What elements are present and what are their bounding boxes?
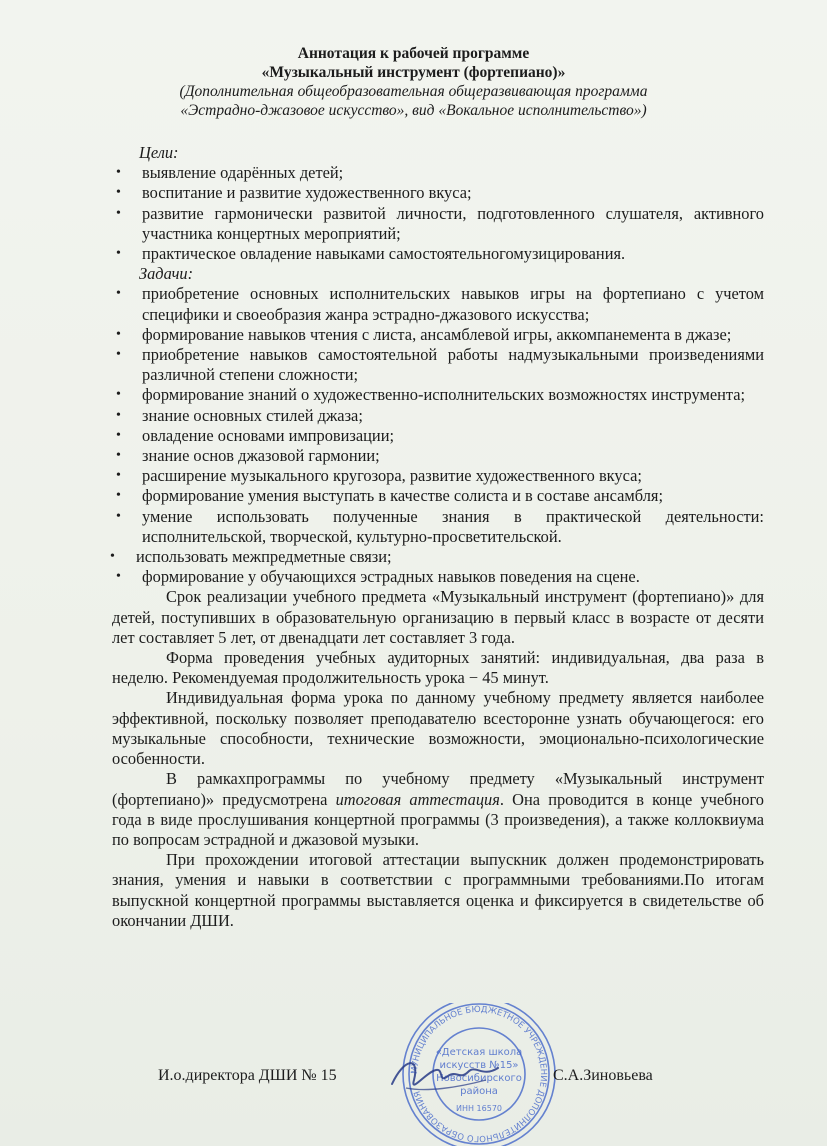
task-item: • формирование умения выступать в качестве солиста и в составе ансамбля; — [112, 486, 764, 506]
document-header — [0, 44, 827, 120]
tasks-label: Задачи: — [139, 264, 194, 284]
subject-title: «Музыкальный инструмент (фортепиано)» — [261, 64, 566, 81]
program-subtitle: (Дополнительная общеобразовательная общеразвивающая программа — [179, 83, 648, 100]
task-item: • знание основ джазовой гармонии; — [112, 446, 764, 466]
goal-item: • выявление одарённых детей; — [112, 163, 764, 183]
director-name: С.А.Зиновьева — [553, 1067, 653, 1084]
attestation-emphasis: итоговая аттестация — [335, 789, 500, 809]
task-item: • формирование навыков чтения с листа, ансамблевой игры, аккомпанемента в джазе; — [112, 325, 764, 345]
goal-item: • развитие гармонически развитой личности, подготовленного слушателя, активного участника концертных мероприятий; — [112, 204, 764, 244]
stamp-inn: ИНН 16570 — [455, 1104, 503, 1113]
document-body — [112, 143, 764, 931]
graduation-paragraph: При прохождении итоговой аттестации выпускник должен продемонстрировать знания, умения и навыки в соответствии с программными требованиями.По итогам выпускной концертной программы выставляется оценка и фиксируется в свидетельстве об окончании ДШИ. — [112, 850, 764, 930]
goal-item: • практическое овладение навыками самостоятельногомузицирования. — [112, 244, 764, 264]
goals-list — [112, 163, 764, 264]
task-item: • умение использовать полученные знания в практической деятельности: исполнительской, творческой, культурно-просветительской. — [112, 507, 764, 547]
stamp-center-line: района — [460, 1086, 498, 1097]
tasks-list — [112, 284, 764, 587]
annotation-title: Аннотация к рабочей программе — [297, 45, 530, 62]
task-item: • использовать межпредметные связи; — [112, 547, 764, 567]
attestation-paragraph — [112, 769, 764, 850]
individual-form-paragraph: Индивидуальная форма урока по данному учебному предмету является наиболее эффективной, поскольку позволяет преподавателю всесторонне узнать обучающегося: его музыкальные способности, технические возможности, эмоционально-психологические особенности. — [112, 688, 764, 769]
task-item: • формирование знаний о художественно-исполнительских возможностях инструмента; — [112, 385, 764, 405]
task-item: • формирование у обучающихся эстрадных навыков поведения на сцене. — [112, 567, 764, 587]
attestation-text-before: В рамкахпрограммы по учебному предмету «Музыкальный инструмент (фортепиано)» предусмотрена — [112, 769, 764, 809]
task-item: • расширение музыкального кругозора, развитие художественного вкуса; — [112, 466, 764, 486]
program-kind: «Эстрадно-джазовое искусство», вид «Вокальное исполнительство») — [180, 102, 647, 119]
task-item: • знание основных стилей джаза; — [112, 406, 764, 426]
goals-label: Цели: — [139, 143, 179, 162]
director-position: И.о.директора ДШИ № 15 — [158, 1067, 337, 1084]
stamp-center-line: искусств №15» — [439, 1060, 519, 1071]
task-item: • приобретение навыков самостоятельной работы надмузыкальными произведениями различной степени сложности; — [112, 345, 764, 385]
attestation-text-after: . Она проводится в конце учебного года в виде прослушивания концертной программы (3 произведения), а также коллоквиума по вопросам эстрадной и джазовой музыки. — [112, 789, 764, 849]
stamp-center-line: «Детская школа — [435, 1047, 523, 1058]
task-item: • приобретение основных исполнительских навыков игры на фортепиано с учетом специфики и своеобразия жанра эстрадно-джазового искусства; — [112, 284, 764, 324]
goal-item: • воспитание и развитие художественного вкуса; — [112, 183, 764, 203]
director-signature — [386, 1050, 506, 1100]
stamp-ring-text: МУНИЦИПАЛЬНОЕ БЮДЖЕТНОЕ УЧРЕЖДЕНИЕ ДОПОЛНИТЕЛЬНОГО ОБРАЗОВАНИЯ — [409, 1004, 549, 1144]
stamp-center-line: Новосибирского — [436, 1073, 522, 1084]
lesson-form-paragraph: Форма проведения учебных аудиторных занятий: индивидуальная, два раза в неделю. Рекомендуемая продолжительность урока − 45 минут. — [112, 648, 764, 688]
task-item: • овладение основами импровизации; — [112, 426, 764, 446]
duration-paragraph: Срок реализации учебного предмета «Музыкальный инструмент (фортепиано)» для детей, поступивших в образовательную организацию в первый класс в возрасте от десяти лет составляет 5 лет, от двенадцати лет составляет 3 года. — [112, 587, 764, 647]
